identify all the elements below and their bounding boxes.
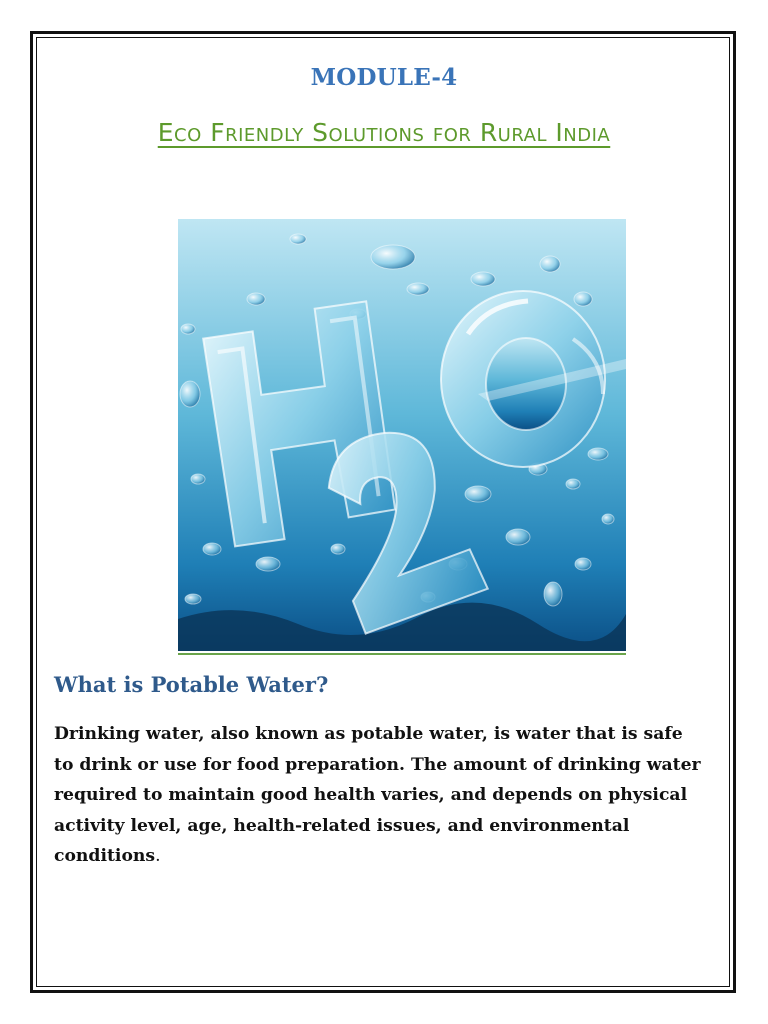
section-body-text: Drinking water, also known as potable water, is water that is safe to drink or use for food preparation. The amount of drinking water required to maintain good health varies, and depends on physical activity level, age, health-related issues, and environmental conditions — [54, 724, 701, 866]
section-heading: What is Potable Water? — [54, 672, 329, 697]
h2o-water-image — [178, 219, 626, 651]
section-body-paragraph — [54, 719, 708, 872]
module-subtitle-text: Eco Friendly Solutions for Rural India — [157, 118, 611, 147]
module-title: MODULE-4 — [310, 64, 458, 91]
module-subtitle — [0, 118, 768, 147]
image-caption-rule — [178, 653, 626, 655]
section-body-period: . — [155, 846, 161, 866]
